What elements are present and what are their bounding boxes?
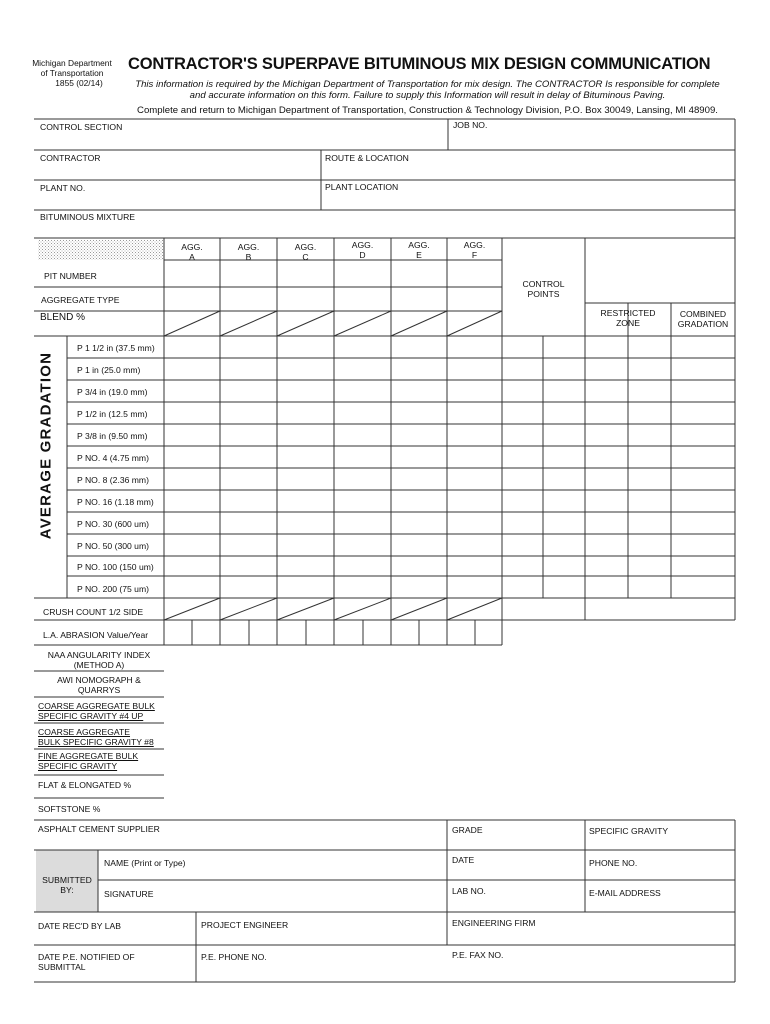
bituminous-mixture-label: BITUMINOUS MIXTURE <box>40 212 136 222</box>
aggregate-type-label: AGGREGATE TYPE <box>41 295 120 305</box>
name-label: NAME (Print or Type) <box>104 858 186 868</box>
date-label: DATE <box>452 855 475 865</box>
plant-no-label: PLANT NO. <box>40 183 86 193</box>
form-title: CONTRACTOR'S SUPERPAVE BITUMINOUS MIX DESIGN COMMUNICATION <box>128 55 711 73</box>
return-address: Complete and return to Michigan Department of Transportation, Construction & Technology Division, P.O. Box 30049, Lansing, MI 48909. <box>137 105 718 116</box>
lab-no-label: LAB NO. <box>452 886 486 896</box>
sieve-label: P 1 in (25.0 mm) <box>77 365 141 375</box>
sieve-label: P NO. 50 (300 um) <box>77 541 149 551</box>
agg-header-f: AGG. F <box>463 240 486 260</box>
sieve-label: P 1 1/2 in (37.5 mm) <box>77 343 155 353</box>
sieve-label: P NO. 100 (150 um) <box>77 562 154 572</box>
pit-number-label: PIT NUMBER <box>44 271 97 281</box>
sieve-label: P NO. 30 (600 um) <box>77 519 149 529</box>
control-points-header: CONTROL POINTS <box>522 279 565 299</box>
sieve-label: P 3/8 in (9.50 mm) <box>77 431 148 441</box>
agg-header-d: AGG. D <box>351 240 374 260</box>
flat-elongated-label: FLAT & ELONGATED % <box>38 780 132 790</box>
hatched-header-cell <box>38 240 164 260</box>
combined-gradation-header: COMBINED GRADATION <box>677 309 729 329</box>
department-line-2: of Transportation <box>40 68 104 78</box>
la-abrasion-label: L.A. ABRASION Value/Year <box>43 630 149 640</box>
control-section-label: CONTROL SECTION <box>40 122 123 132</box>
agg-header-b: AGG. B <box>237 242 260 262</box>
specific-gravity-label: SPECIFIC GRAVITY <box>589 826 669 836</box>
coarse-agg-8-label: COARSE AGGREGATE BULK SPECIFIC GRAVITY #8 <box>38 727 154 747</box>
signature-label: SIGNATURE <box>104 889 154 899</box>
date-pe-notified-label: DATE P.E. NOTIFIED OF SUBMITTAL <box>38 952 135 972</box>
sieve-label: P NO. 200 (75 um) <box>77 584 149 594</box>
sieve-label: P NO. 16 (1.18 mm) <box>77 497 154 507</box>
pe-phone-label: P.E. PHONE NO. <box>201 952 267 962</box>
sieve-label: P 1/2 in (12.5 mm) <box>77 409 148 419</box>
route-location-label: ROUTE & LOCATION <box>325 153 409 163</box>
form-number: 1855 (02/14) <box>55 78 103 88</box>
coarse-agg-4-label: COARSE AGGREGATE BULK SPECIFIC GRAVITY #4 UP <box>38 701 155 721</box>
plant-location-label: PLANT LOCATION <box>325 182 399 192</box>
fine-agg-label: FINE AGGREGATE BULK SPECIFIC GRAVITY <box>38 751 139 771</box>
phone-no-label: PHONE NO. <box>589 858 638 868</box>
naa-angularity-label: NAA ANGULARITY INDEX (METHOD A) <box>47 650 151 670</box>
crush-count-label: CRUSH COUNT 1/2 SIDE <box>43 607 144 617</box>
instructions-line-1: This information is required by the Michigan Department of Transportation for mix design. The CONTRACTOR Is responsible for complete <box>135 79 720 90</box>
restricted-zone-header: RESTRICTED ZONE <box>600 308 656 328</box>
email-label: E-MAIL ADDRESS <box>589 888 661 898</box>
sieve-label: P NO. 8 (2.36 mm) <box>77 475 149 485</box>
agg-header-c: AGG. C <box>294 242 317 262</box>
contractor-label: CONTRACTOR <box>40 153 101 163</box>
agg-header-a: AGG. A <box>181 242 203 262</box>
engineering-firm-label: ENGINEERING FIRM <box>452 918 536 928</box>
grade-label: GRADE <box>452 825 483 835</box>
sieve-label: P 3/4 in (19.0 mm) <box>77 387 148 397</box>
department-line-1: Michigan Department <box>32 58 112 68</box>
awi-nomograph-label: AWI NOMOGRAPH & QUARRYS <box>57 675 141 695</box>
instructions-line-2: and accurate information on this form. Failure to supply this Information will result in delay of Bituminous Paving. <box>189 90 666 101</box>
date-recd-label: DATE REC'D BY LAB <box>38 921 121 931</box>
job-no-label: JOB NO. <box>453 120 488 130</box>
project-engineer-label: PROJECT ENGINEER <box>201 920 289 930</box>
asphalt-supplier-label: ASPHALT CEMENT SUPPLIER <box>38 824 160 834</box>
agg-header-e: AGG. E <box>408 240 430 260</box>
pe-fax-label: P.E. FAX NO. <box>452 950 504 960</box>
blend-label: BLEND % <box>40 312 86 323</box>
submitted-by-label: SUBMITTED BY: <box>42 875 92 895</box>
softstone-label: SOFTSTONE % <box>38 804 101 814</box>
sieve-label: P NO. 4 (4.75 mm) <box>77 453 149 463</box>
